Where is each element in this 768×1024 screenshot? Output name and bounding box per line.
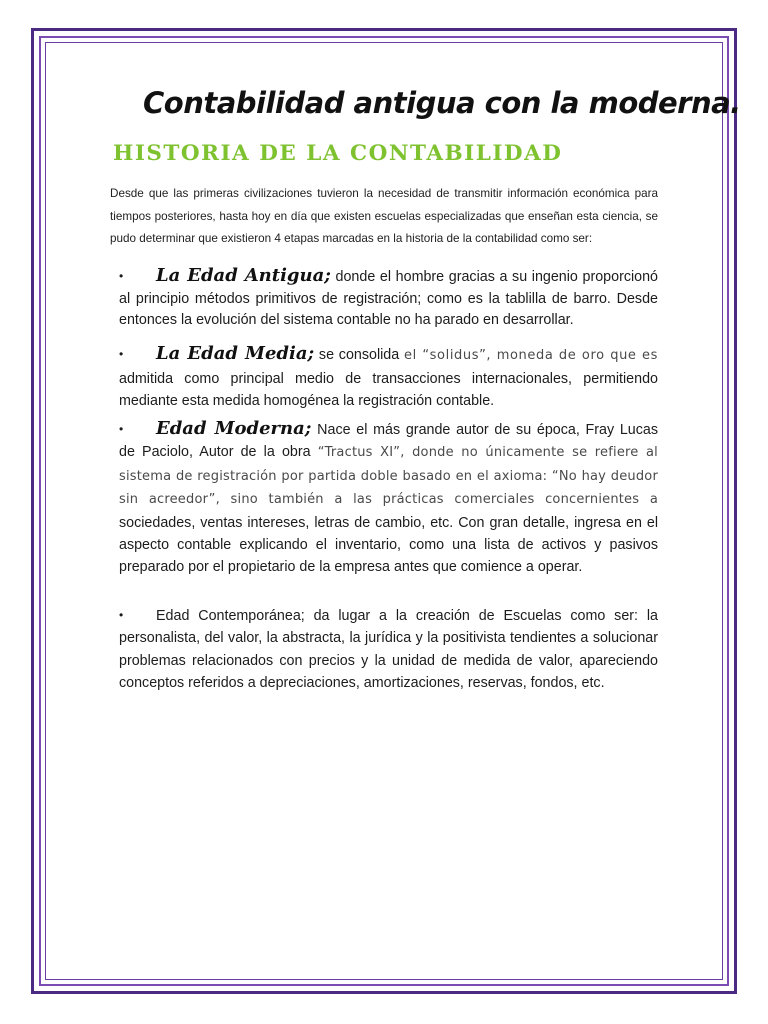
intro-paragraph: Desde que las primeras civilizaciones tuvieron la necesidad de transmitir información económica para tiempos posteriores, hasta hoy en día que existen escuelas especializadas que enseñan esta ciencia, se pudo determinar que existieron 4 etapas marcadas en la historia de la contabilidad como ser: xyxy=(110,187,658,246)
item-text: se consolida xyxy=(314,347,404,363)
bullet-icon: • xyxy=(119,269,124,283)
section-heading: HISTORIA DE LA CONTABILIDAD xyxy=(113,141,563,166)
item-text: Nace el más grande autor de su época, Fray Lucas de Paciolo, Autor de la obra xyxy=(119,422,659,461)
bullet-icon: • xyxy=(119,422,124,436)
list-item-edad-moderna xyxy=(119,418,658,579)
era-label-antigua: La Edad Antigua; xyxy=(156,265,331,286)
list-item-edad-contemporanea xyxy=(119,604,658,694)
item-text-light: el “solidus”, moneda de oro que es xyxy=(404,348,659,363)
item-text-rest: sociedades, ventas intereses, letras de cambio, etc. Con gran detalle, ingresa en el aspecto contable explicando el inventario, como una lista de activos y pasivos preparado por el propietario de la empresa antes que comience a operar. xyxy=(119,514,658,576)
bullet-icon: • xyxy=(119,608,124,622)
bullet-icon: • xyxy=(119,347,124,361)
item-text: Edad Contemporánea; da lugar a la creación de Escuelas como ser: la personalista, del valor, la abstracta, la jurídica y la positivista tendientes a solucionar problemas relacionados con precios y la unidad de medida de valor, apareciendo conceptos referidos a depreciaciones, amortizaciones, reservas, fondos, etc. xyxy=(119,608,658,691)
list-item-edad-antigua xyxy=(119,265,658,332)
document-title: Contabilidad antigua con la moderna. xyxy=(143,86,741,120)
item-text: donde el hombre gracias a su ingenio proporcionó al principio métodos primitivos de registración; como es la tablilla de barro. Desde entonces la evolución del sistema contable no ha parado en desarrollar. xyxy=(119,269,659,329)
item-text-light: “Tractus XI”, donde no únicamente se refiere al sistema de registración por partida doble basado en el axioma: “No hay deudor sin acreedor”, sino también a las prácticas comerciales concernientes a xyxy=(119,445,658,508)
item-text-rest: admitida como principal medio de transacciones internacionales, permitiendo mediante esta medida homogénea la registración contable. xyxy=(119,370,658,409)
era-label-media: La Edad Media; xyxy=(156,343,315,364)
list-item-edad-media xyxy=(119,343,658,413)
era-label-moderna: Edad Moderna; xyxy=(156,418,312,439)
